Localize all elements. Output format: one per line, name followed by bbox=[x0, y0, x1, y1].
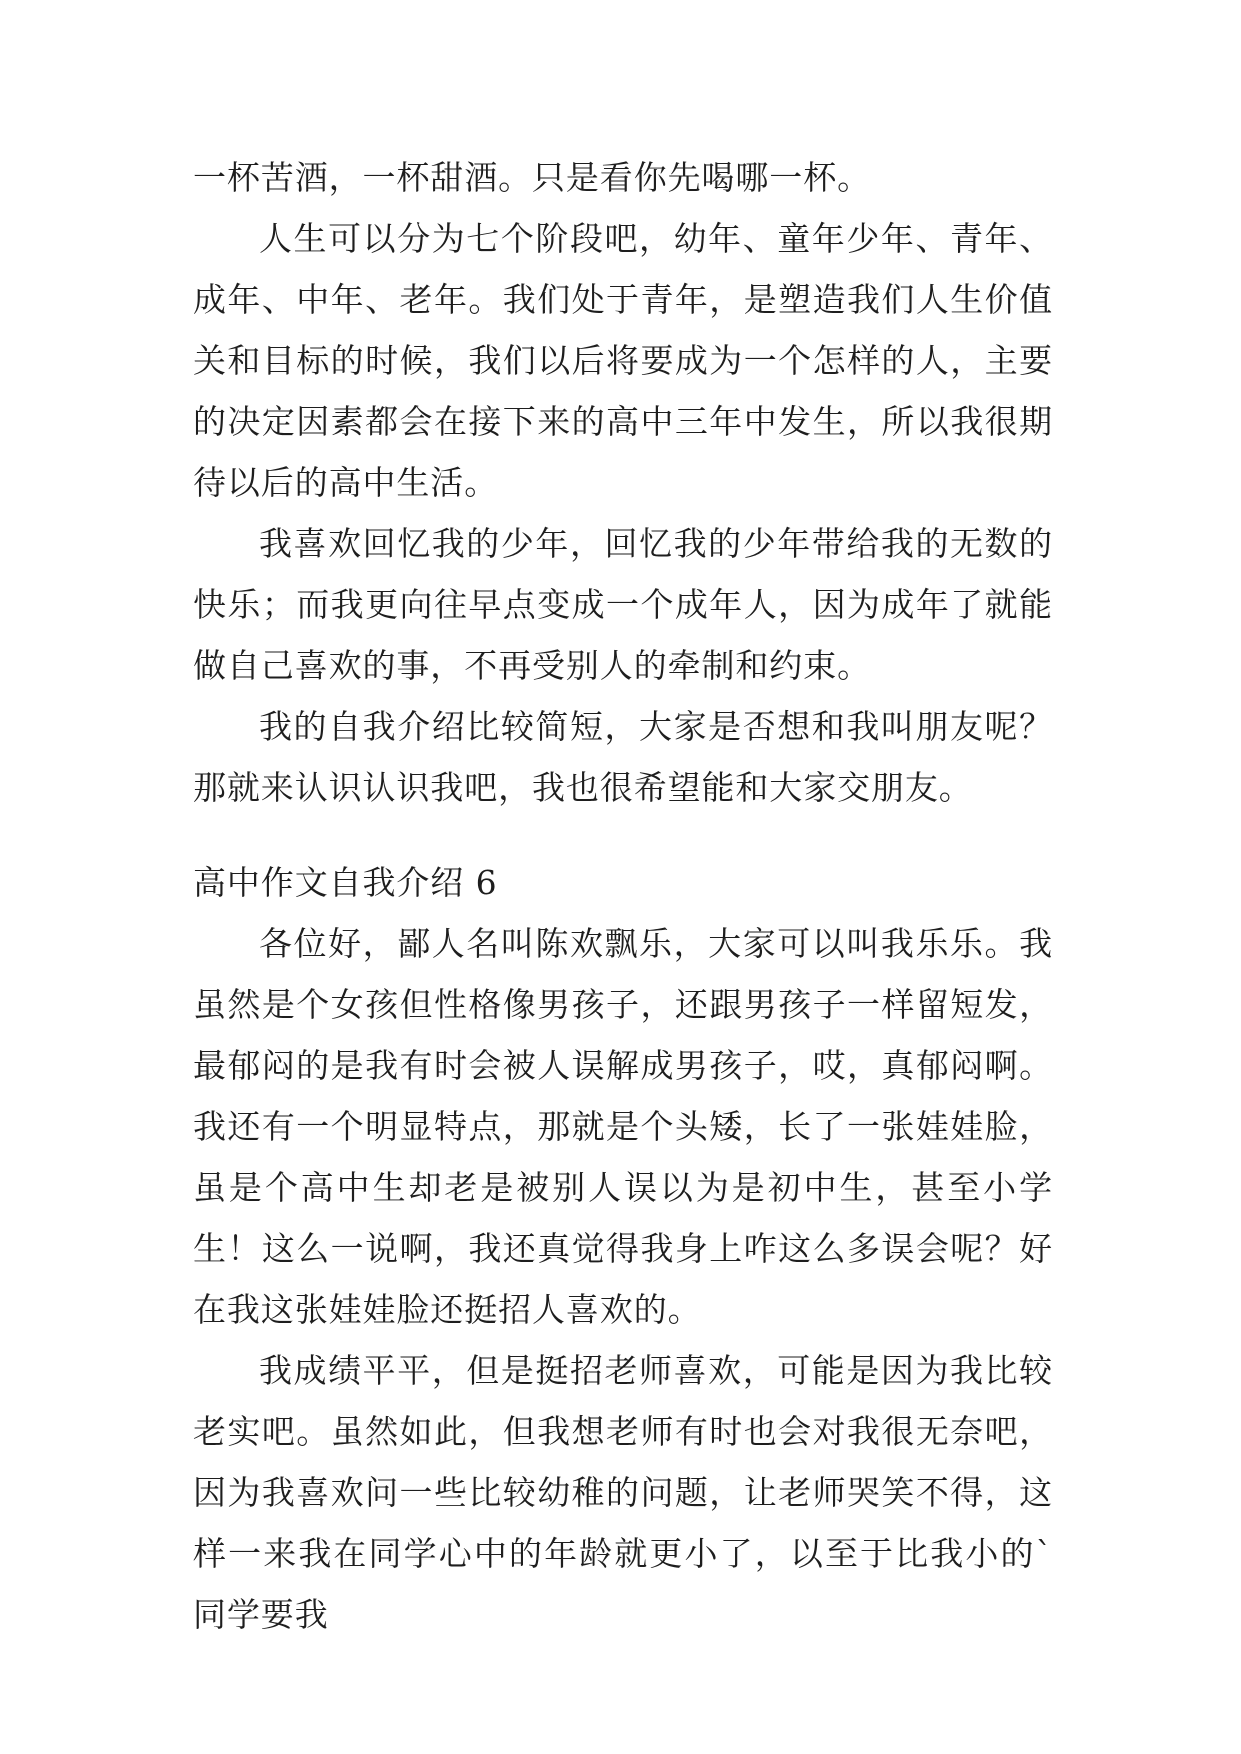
paragraph-life-stages: 人生可以分为七个阶段吧，幼年、童年少年、青年、成年、中年、老年。我们处于青年，是塑造我们人生价值关和目标的时候，我们以后将要成为一个怎样的人，主要的决定因素都会在接下来的高中三年中发生，所以我很期待以后的高中生活。 bbox=[193, 219, 1053, 502]
section-heading: 高中作文自我介绍 6 bbox=[193, 863, 498, 902]
paragraph-continuation: 一杯苦酒，一杯甜酒。只是看你先喝哪一杯。 bbox=[193, 158, 871, 197]
paragraph-closing: 我的自我介绍比较简短，大家是否想和我叫朋友呢？那就来认识认识我吧，我也很希望能和大家交朋友。 bbox=[193, 707, 1053, 807]
paragraph-youth-memories: 我喜欢回忆我的少年，回忆我的少年带给我的无数的快乐；而我更向往早点变成一个成年人，因为成年了就能做自己喜欢的事，不再受别人的牵制和约束。 bbox=[193, 524, 1053, 685]
paragraph-grades: 我成绩平平，但是挺招老师喜欢，可能是因为我比较老实吧。虽然如此，但我想老师有时也会对我很无奈吧，因为我喜欢问一些比较幼稚的问题，让老师哭笑不得，这样一来我在同学心中的年龄就更小了，以至于比我小的`同学要我 bbox=[193, 1351, 1053, 1634]
section-b bbox=[193, 852, 1053, 1645]
paragraph-introduction: 各位好，鄙人名叫陈欢飘乐，大家可以叫我乐乐。我虽然是个女孩但性格像男孩子，还跟男孩子一样留短发，最郁闷的是我有时会被人误解成男孩子，哎，真郁闷啊。我还有一个明显特点，那就是个头矮，长了一张娃娃脸，虽是个高中生却老是被别人误以为是初中生，甚至小学生！这么一说啊，我还真觉得我身上咋这么多误会呢？好在我这张娃娃脸还挺招人喜欢的。 bbox=[193, 924, 1053, 1329]
section-a bbox=[193, 147, 1053, 818]
